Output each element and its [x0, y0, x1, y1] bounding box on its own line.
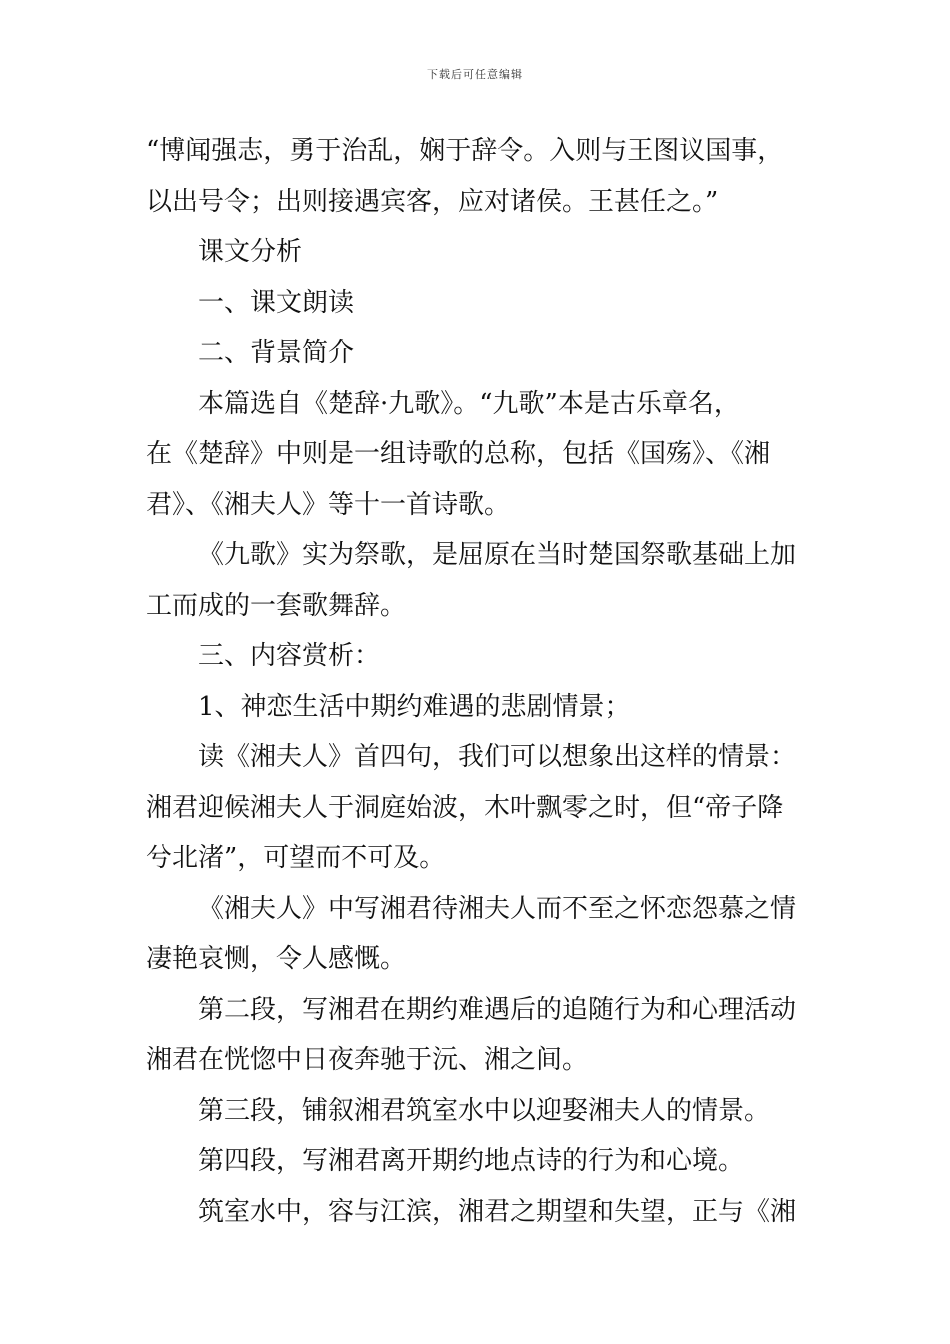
section-heading: 课文分析 [198, 237, 303, 267]
text-line: 湘君迎候湘夫人于洞庭始波，木叶飘零之时，但“帝子降 [146, 792, 784, 823]
section-heading: 1、神恋生活中期约难遇的悲剧情景； [198, 691, 631, 722]
text-line: 兮北渚”，可望而不可及。 [146, 843, 446, 873]
text-line: 读《湘夫人》首四句，我们可以想象出这样的情景： [198, 742, 797, 772]
text-line: 在《楚辞》中则是一组诗歌的总称，包括《国殇》、《湘 [146, 439, 771, 469]
text-line: 湘君在恍惚中日夜奔驰于沅、湘之间。 [146, 1045, 589, 1075]
text-line: 第三段，铺叙湘君筑室水中以迎娶湘夫人的情景。 [198, 1095, 771, 1126]
text-line: 君》、《湘夫人》等十一首诗歌。 [146, 489, 511, 520]
text-line: 第二段，写湘君在期约难遇后的追随行为和心理活动 [198, 994, 797, 1025]
text-line: 《九歌》实为祭歌，是屈原在当时楚国祭歌基础上加 [198, 540, 797, 570]
section-heading: 二、背景简介 [198, 338, 355, 368]
text-line: “博闻强志，勇于治乱，娴于辞令。入则与王图议国事， [146, 136, 784, 166]
section-heading: 三、内容赏析： [198, 641, 381, 671]
text-line: 《湘夫人》中写湘君待湘夫人而不至之怀恋怨慕之情 [198, 893, 797, 924]
text-line: 本篇选自《楚辞·九歌》。“九歌”本是古乐章名， [198, 388, 740, 419]
document-body [146, 126, 808, 1237]
page-header: 下载后可任意编辑 [427, 68, 523, 81]
text-line: 第四段，写湘君离开期约地点诗的行为和心境。 [198, 1146, 745, 1176]
section-heading: 一、课文朗读 [198, 287, 355, 318]
text-line: 以出号令；出则接遇宾客，应对诸侯。王甚任之。” [146, 186, 719, 217]
text-line: 筑室水中，容与江滨，湘君之期望和失望，正与《湘 [198, 1196, 797, 1227]
text-line: 凄艳哀恻，令人感慨。 [146, 944, 407, 974]
text-line: 工而成的一套歌舞辞。 [146, 590, 407, 621]
